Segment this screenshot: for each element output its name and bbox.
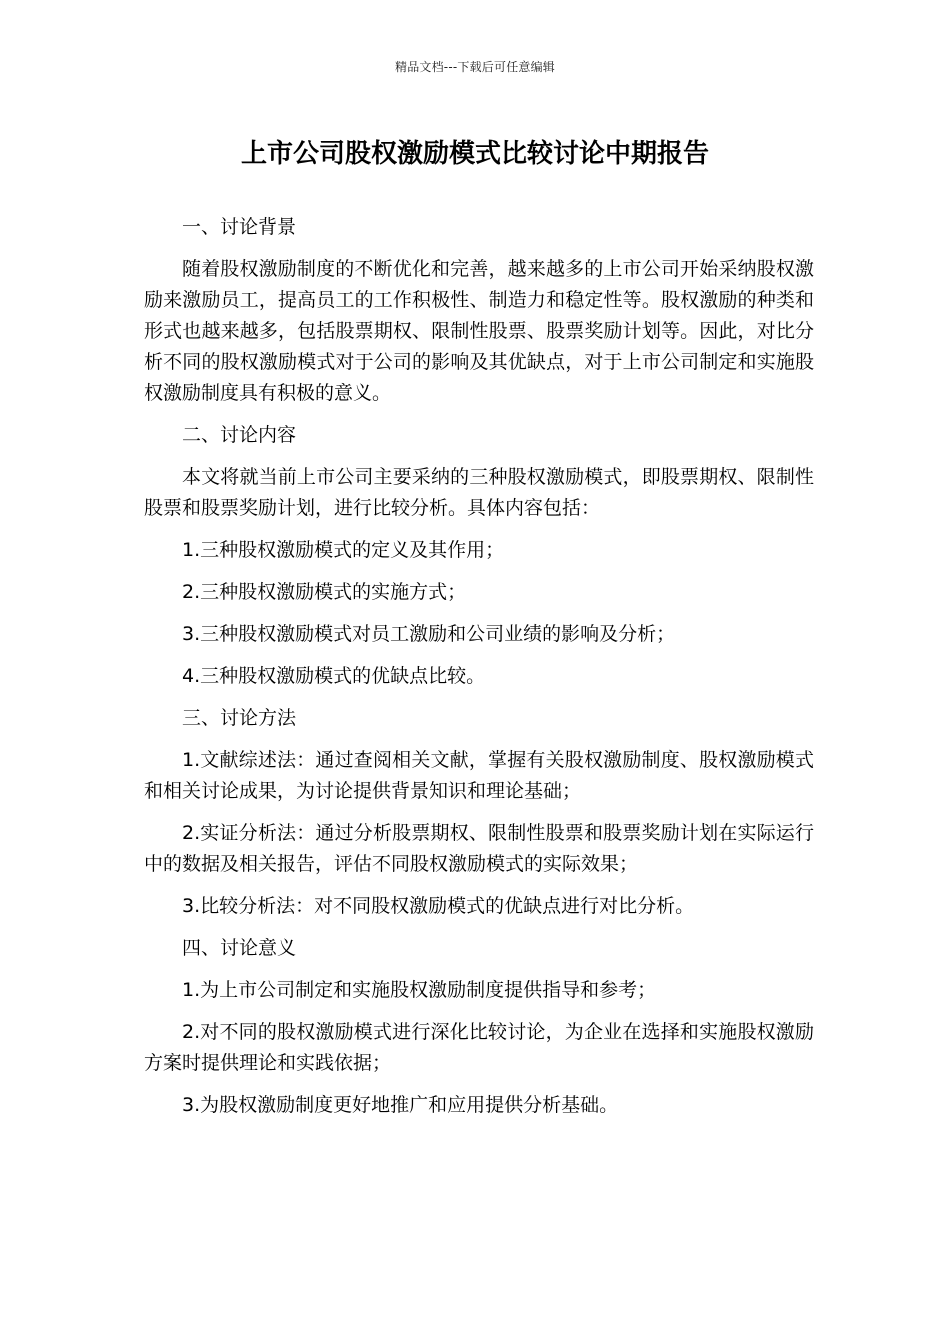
list-item-method-2: 2.实证分析法：通过分析股票期权、限制性股票和股票奖励计划在实际运行中的数据及相关报告，评估不同股权激励模式的实际效果； <box>144 822 814 875</box>
paragraph-background: 随着股权激励制度的不断优化和完善，越来越多的上市公司开始采纳股权激励来激励员工，提高员工的工作积极性、制造力和稳定性等。股权激励的种类和形式也越来越多，包括股票期权、限制性股票、股票奖励计划等。因此，对比分析不同的股权激励模式对于公司的影响及其优缺点，对于上市公司制定和实施股权激励制度具有积极的意义。 <box>144 258 814 404</box>
document-title: 上市公司股权激励模式比较讨论中期报告 <box>240 139 709 169</box>
section-heading-content: 二、讨论内容 <box>182 424 297 446</box>
list-item-method-1: 1.文献综述法：通过查阅相关文献，掌握有关股权激励制度、股权激励模式和相关讨论成果，为讨论提供背景知识和理论基础； <box>144 749 814 802</box>
paragraph-content-intro: 本文将就当前上市公司主要采纳的三种股权激励模式，即股票期权、限制性股票和股票奖励计划，进行比较分析。具体内容包括： <box>144 466 814 519</box>
list-item-content-4: 4.三种股权激励模式的优缺点比较。 <box>182 665 486 687</box>
list-item-content-2: 2.三种股权激励模式的实施方式； <box>182 581 467 603</box>
document-body <box>144 212 814 1132</box>
list-item-content-1: 1.三种股权激励模式的定义及其作用； <box>182 539 505 561</box>
list-item-method-3: 3.比较分析法：对不同股权激励模式的优缺点进行对比分析。 <box>182 895 695 917</box>
section-heading-significance: 四、讨论意义 <box>182 937 297 959</box>
list-item-content-3: 3.三种股权激励模式对员工激励和公司业绩的影响及分析； <box>182 623 676 645</box>
list-item-significance-2: 2.对不同的股权激励模式进行深化比较讨论，为企业在选择和实施股权激励方案时提供理论和实践依据； <box>144 1021 814 1074</box>
header-note: 精品文档---下载后可任意编辑 <box>395 60 555 74</box>
list-item-significance-3: 3.为股权激励制度更好地推广和应用提供分析基础。 <box>182 1094 619 1116</box>
section-heading-background: 一、讨论背景 <box>182 216 297 238</box>
section-heading-methods: 三、讨论方法 <box>182 707 297 729</box>
list-item-significance-1: 1.为上市公司制定和实施股权激励制度提供指导和参考； <box>182 979 657 1001</box>
